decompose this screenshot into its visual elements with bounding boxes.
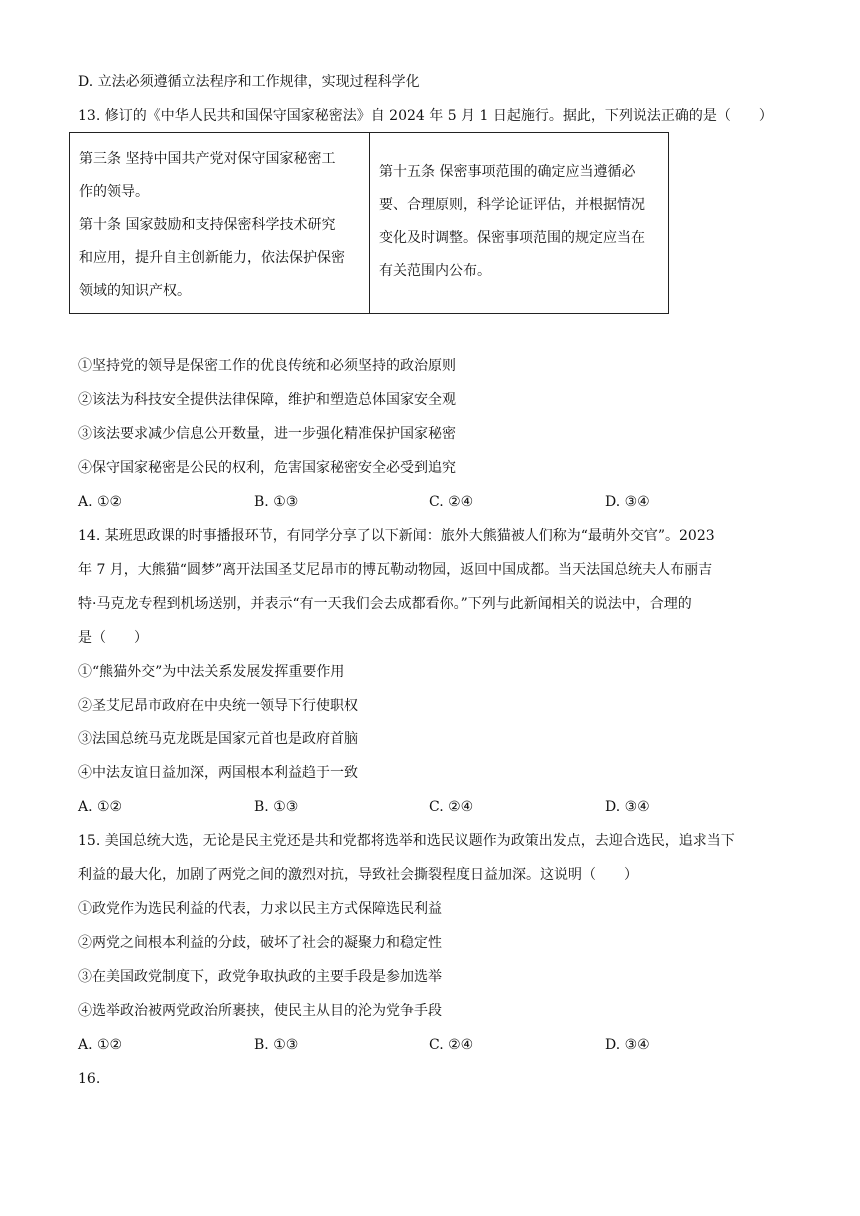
article-3-line-1: 第三条 坚持中国共产党对保守国家秘密工 xyxy=(79,151,336,167)
question-15-stem-line-1: 15. 美国总统大选，无论是民主党还是共和党都将选举和选民议题作为政策出发点，去迎合选民，追求当下 xyxy=(78,833,735,849)
article-10-line-3: 领域的知识产权。 xyxy=(79,283,191,299)
question-13-item-1: ①坚持党的领导是保密工作的优良传统和必须坚持的政治原则 xyxy=(78,358,456,374)
question-14-stem-line-2: 年 7 月，大熊猫“圆梦”离开法国圣艾尼昂市的博瓦勒动物园，返回中国成都。当天法国总统夫人布丽吉 xyxy=(78,562,713,578)
question-15-item-3: ③在美国政党制度下，政党争取执政的主要手段是参加选举 xyxy=(78,969,442,985)
question-14-item-4: ④中法友谊日益加深，两国根本利益趋于一致 xyxy=(78,765,358,781)
question-14-stem-line-4: 是（ ） xyxy=(78,630,148,646)
question-15-item-2: ②两党之间根本利益的分歧，破坏了社会的凝聚力和稳定性 xyxy=(78,935,442,951)
question-14-option-a[interactable]: A. ①② xyxy=(78,799,123,815)
question-15-stem-line-2: 利益的最大化，加剧了两党之间的激烈对抗，导致社会撕裂程度日益加深。这说明（ ） xyxy=(78,867,638,883)
question-15-option-c[interactable]: C. ②④ xyxy=(429,1037,474,1053)
question-14-stem-line-1: 14. 某班思政课的时事播报环节，有同学分享了以下新闻：旅外大熊猫被人们称为“最萌外交官”。2023 xyxy=(78,528,715,544)
question-14-option-c[interactable]: C. ②④ xyxy=(429,799,474,815)
question-15-option-a[interactable]: A. ①② xyxy=(78,1037,123,1053)
article-15-line-1: 第十五条 保密事项范围的确定应当遵循必 xyxy=(379,164,636,180)
question-15-option-b[interactable]: B. ①③ xyxy=(254,1037,299,1053)
question-15-item-1: ①政党作为选民利益的代表，力求以民主方式保障选民利益 xyxy=(78,901,442,917)
law-articles-table xyxy=(69,132,669,314)
question-13-option-a[interactable]: A. ①② xyxy=(78,494,123,510)
question-13-option-d[interactable]: D. ③④ xyxy=(605,494,650,510)
question-15-item-4: ④选举政治被两党政治所裹挟，使民主从目的沦为党争手段 xyxy=(78,1003,442,1019)
question-14-stem-line-3: 特·马克龙专程到机场送别，并表示“有一天我们会去成都看你。”下列与此新闻相关的说法中，合理的 xyxy=(78,596,692,612)
article-10-line-1: 第十条 国家鼓励和支持保密科学技术研究 xyxy=(79,217,336,233)
question-13-options xyxy=(78,492,798,512)
article-15-line-4: 有关范围内公布。 xyxy=(379,263,491,279)
question-14-option-b[interactable]: B. ①③ xyxy=(254,799,299,815)
question-13-item-2: ②该法为科技安全提供法律保障，维护和塑造总体国家安全观 xyxy=(78,392,456,408)
question-13-item-4: ④保守国家秘密是公民的权利，危害国家秘密安全必受到追究 xyxy=(78,460,456,476)
question-14-item-2: ②圣艾尼昂市政府在中央统一领导下行使职权 xyxy=(78,698,358,714)
article-3-line-2: 作的领导。 xyxy=(79,184,149,200)
question-14-item-1: ①“熊猫外交”为中法关系发展发挥重要作用 xyxy=(78,664,345,680)
question-15-option-d[interactable]: D. ③④ xyxy=(605,1037,650,1053)
question-13-option-b[interactable]: B. ①③ xyxy=(254,494,299,510)
question-13-option-c[interactable]: C. ②④ xyxy=(429,494,474,510)
question-14-item-3: ③法国总统马克龙既是国家元首也是政府首脑 xyxy=(78,731,358,747)
law-table-right-cell xyxy=(370,133,668,313)
previous-option-d: D. 立法必须遵循立法程序和工作规律，实现过程科学化 xyxy=(78,74,420,90)
question-16-stem: 16. xyxy=(78,1071,101,1087)
article-15-line-2: 要、合理原则，科学论证评估，并根据情况 xyxy=(379,197,645,213)
law-table-left-cell xyxy=(70,133,370,313)
question-13-stem: 13. 修订的《中华人民共和国保守国家秘密法》自 2024 年 5 月 1 日起施行。据此，下列说法正确的是（ ） xyxy=(78,108,773,124)
question-15-options xyxy=(78,1035,798,1055)
question-14-option-d[interactable]: D. ③④ xyxy=(605,799,650,815)
article-10-line-2: 和应用，提升自主创新能力，依法保护保密 xyxy=(79,250,345,266)
article-15-line-3: 变化及时调整。保密事项范围的规定应当在 xyxy=(379,230,645,246)
question-13-item-3: ③该法要求减少信息公开数量，进一步强化精准保护国家秘密 xyxy=(78,426,456,442)
question-14-options xyxy=(78,797,798,817)
